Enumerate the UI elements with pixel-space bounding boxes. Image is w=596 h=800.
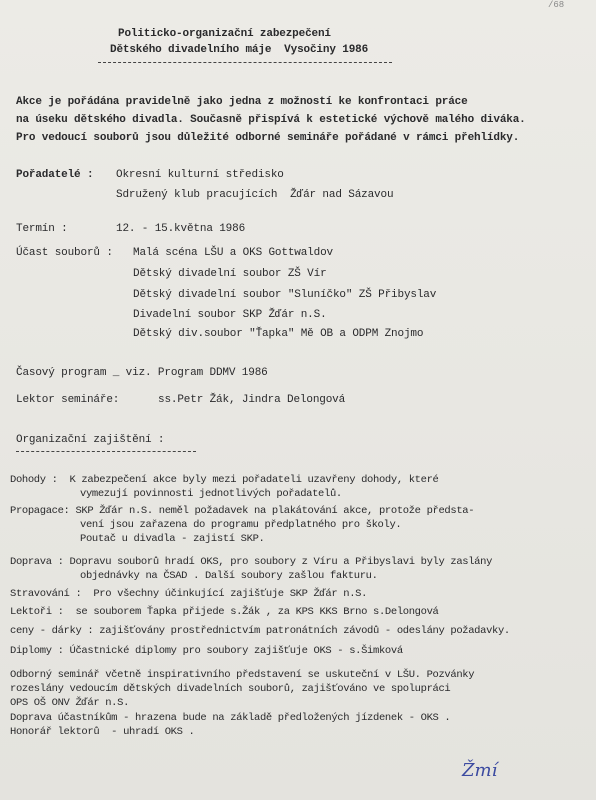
handwritten-signature: Žmí	[462, 760, 498, 781]
org-propagace-line-1: Propagace: SKP Žďár n.S. neměl požadavek na plakátování akce, protože předsta-	[10, 505, 475, 517]
org-propagace-line-2: vení jsou zařazena do programu předplatného pro školy.	[80, 519, 402, 531]
org-diplomy: Diplomy : Účastnické diplomy pro soubory zajišťuje OKS - s.Šimková	[10, 645, 403, 657]
header-line-2: Dětského divadelního máje Vysočiny 1986	[110, 44, 369, 56]
intro-line-1: Akce je pořádána pravidelně jako jedna z možností ke konfrontaci práce	[16, 96, 468, 108]
poradatele-value-1: Okresní kulturní středisko	[116, 169, 284, 181]
org-stravovani: Stravování : Pro všechny účinkující zajišťuje SKP Žďár n.S.	[10, 588, 368, 600]
poradatele-value-2: Sdružený klub pracujících Žďár nad Sázavou	[116, 189, 394, 201]
lektor-label: Lektor semináře:	[16, 394, 120, 406]
ucast-item: Divadelní soubor SKP Žďár n.S.	[133, 309, 327, 321]
page-number-corner: /68	[548, 0, 565, 10]
poradatele-label: Pořadatelé :	[16, 169, 94, 181]
org-doprava-line-1: Doprava : Dopravu souborů hradí OKS, pro soubory z Víru a Přibyslavi byly zaslány	[10, 556, 493, 568]
closing-line-4: Doprava účastníkům - hrazena bude na základě předložených jízdenek - OKS .	[10, 712, 451, 724]
lektor-value: ss.Petr Žák, Jindra Delongová	[158, 394, 346, 406]
ucast-item: Malá scéna LŠU a OKS Gottwaldov	[133, 247, 333, 259]
org-doprava-line-2: objednávky na ČSAD . Další soubory zašlou fakturu.	[80, 570, 378, 582]
org-title-underline	[16, 451, 196, 452]
ucast-item: Dětský divadelní soubor "Sluníčko" ZŠ Přibyslav	[133, 289, 437, 301]
closing-line-1: Odborný seminář včetně inspirativního představení se uskuteční v LŠU. Pozvánky	[10, 669, 475, 681]
header-line-1: Politicko-organizační zabezpečení	[118, 28, 331, 40]
org-ceny: ceny - dárky : zajišťovány prostřednictvím patronátních závodů - odeslány požadavky.	[10, 625, 510, 637]
intro-line-3: Pro vedoucí souborů jsou důležité odborné semináře pořádané v rámci přehlídky.	[16, 132, 520, 144]
org-propagace-line-3: Poutač u divadla - zajistí SKP.	[80, 533, 265, 545]
ucast-item: Dětský div.soubor "Ťapka" Mě OB a ODPM Znojmo	[133, 328, 424, 340]
closing-line-5: Honorář lektorů - uhradí OKS .	[10, 726, 195, 738]
header-underline	[98, 62, 392, 63]
ucast-item: Dětský divadelní soubor ZŠ Vír	[133, 268, 327, 280]
org-dohody-line-1: Dohody : K zabezpečení akce byly mezi pořadateli uzavřeny dohody, které	[10, 474, 439, 486]
termin-value: 12. - 15.května 1986	[116, 223, 246, 235]
intro-line-2: na úseku dětského divadla. Současně přispívá k estetické výchově malého diváka.	[16, 114, 526, 126]
termin-label: Termín :	[16, 223, 68, 235]
org-lektori: Lektoři : se souborem Ťapka přijede s.Žák , za KPS KKS Brno s.Delongová	[10, 606, 439, 618]
org-dohody-line-2: vymezují povinnosti jednotlivých pořadatelů.	[80, 488, 342, 500]
closing-line-2: rozeslány vedoucím dětských divadelních souborů, zajišťováno ve spolupráci	[10, 683, 451, 695]
closing-line-3: OPS OŠ ONV Žďár n.S.	[10, 697, 130, 709]
casovy-program: Časový program _ viz. Program DDMV 1986	[16, 367, 268, 379]
org-title: Organizační zajištění :	[16, 434, 165, 446]
ucast-label: Účast souborů :	[16, 247, 113, 259]
